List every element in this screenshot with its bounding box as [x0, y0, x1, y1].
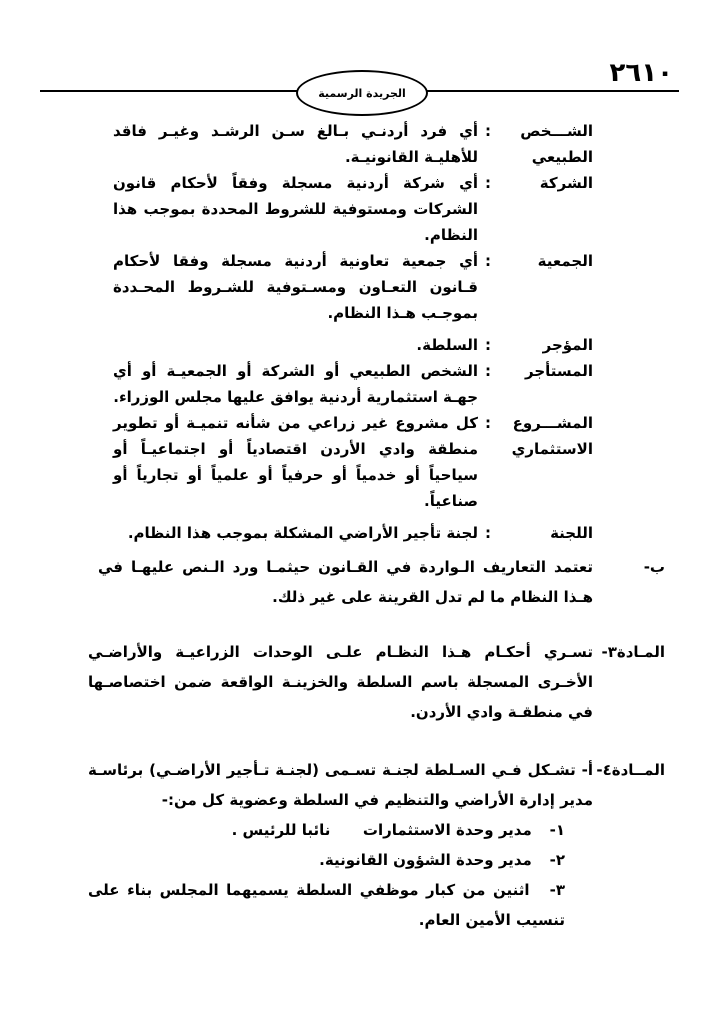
article-3-text: تسـري أحكـام هـذا النظـام علـى الوحدات الزراعيـة والأراضـي الأخـرى المسجلة باسم السلطة والخزينـة الواقعة ضمن اختصاصـها في منطقـة وادي الأردن.: [88, 643, 593, 721]
list-item-text: مدير وحدة الاستثمارات: [362, 821, 532, 839]
definitions-section: [37, 118, 593, 546]
definition-row: [113, 410, 593, 514]
definition-row: [113, 118, 593, 170]
definition-row: [113, 514, 593, 546]
definition-row: [113, 170, 593, 248]
definition-colon: :: [485, 524, 491, 542]
definition-term: المؤجر: [542, 336, 593, 354]
paragraph-b: [98, 552, 665, 612]
article-4-label: المــادة٤-: [596, 761, 665, 779]
definition-text: السلطة.: [416, 336, 478, 354]
paragraph-b-label: ب-: [643, 558, 665, 576]
article-4-intro: أ- تشـكل فـي السـلطة لجنـة تسـمى (لجنـة تـأجير الأراضـي) برئاسـة مدير إدارة الأراضي والتنظيم في السلطة وعضوية كل من:-: [88, 761, 593, 809]
definition-colon: :: [485, 336, 491, 354]
definition-row: [113, 358, 593, 410]
definition-row: [113, 326, 593, 358]
list-item-number: ٢-: [549, 851, 565, 869]
article-3-label: المـادة٣-: [601, 643, 665, 661]
definition-colon: :: [485, 414, 491, 432]
gazette-title-oval: [296, 70, 428, 116]
list-item-text: اثنين من كبار موظفي السلطة يسميهما المجلس بناء على تنسيب الأمين العام.: [88, 881, 565, 929]
definition-term: اللجنة: [550, 524, 593, 542]
list-item: [88, 815, 565, 845]
definition-colon: :: [485, 362, 491, 380]
page-number: ٢٦١٠: [609, 58, 673, 88]
definition-text: الشخص الطبيعي أو الشركة أو الجمعيـة أو أي جهـة استثمارية أردنية يوافق عليها مجلس الوزراء.: [113, 362, 478, 406]
definition-text: أي جمعية تعاونية أردنية مسجلة وفقا لأحكام قـانون التعـاون ومسـتوفية للشـروط المحـددة بموجـب هـذا النظام.: [113, 252, 478, 322]
list-item-role: نائبا للرئيس .: [231, 821, 331, 839]
definition-colon: :: [485, 174, 491, 192]
definitions-table: [113, 118, 593, 546]
definition-term: المستأجر: [525, 362, 593, 380]
list-item-number: ٣-: [549, 881, 565, 899]
definition-row: [113, 248, 593, 326]
definition-text: أي شركة أردنية مسجلة وفقاً لأحكام قانون الشركات ومستوفية للشروط المحددة بموجب هذا النظام.: [113, 174, 478, 244]
list-item: [88, 845, 565, 875]
definition-colon: :: [485, 122, 491, 140]
list-item-number: ١-: [549, 821, 565, 839]
article-4: [88, 755, 665, 935]
gazette-title: الجريدة الرسمية: [318, 86, 406, 100]
definition-term: الشـــخص الطبيعي: [520, 122, 593, 166]
definition-text: لجنة تأجير الأراضي المشكلة بموجب هذا النظام.: [127, 524, 478, 542]
paragraph-b-text: تعتمد التعاريف الـواردة في القـانون حيثمـا ورد الـنص عليهـا في هـذا النظام ما لم تدل القرينة على غير ذلك.: [98, 558, 593, 606]
definition-text: أي فرد أردنـي بـالغ سـن الرشـد وغيـر فاقد للأهليـة القانونيـة.: [113, 122, 478, 166]
list-item: [88, 875, 565, 935]
definition-text: كل مشروع غير زراعي من شأنه تنميـة أو تطوير منطقة وادي الأردن اقتصادياً أو اجتماعيـاً أو سياحياً أو خدمياً أو حرفياً أو علمياً أو تجارياً أو صناعياً.: [113, 414, 478, 510]
definition-colon: :: [485, 252, 491, 270]
list-item-text: مدير وحدة الشؤون القانونية.: [319, 851, 532, 869]
article-4-members-list: [88, 815, 593, 935]
definition-term: الشركة: [539, 174, 593, 192]
definition-term: الجمعية: [537, 252, 593, 270]
definition-term: المشـــروع الاستثماري: [511, 414, 593, 458]
article-3: [88, 637, 665, 727]
